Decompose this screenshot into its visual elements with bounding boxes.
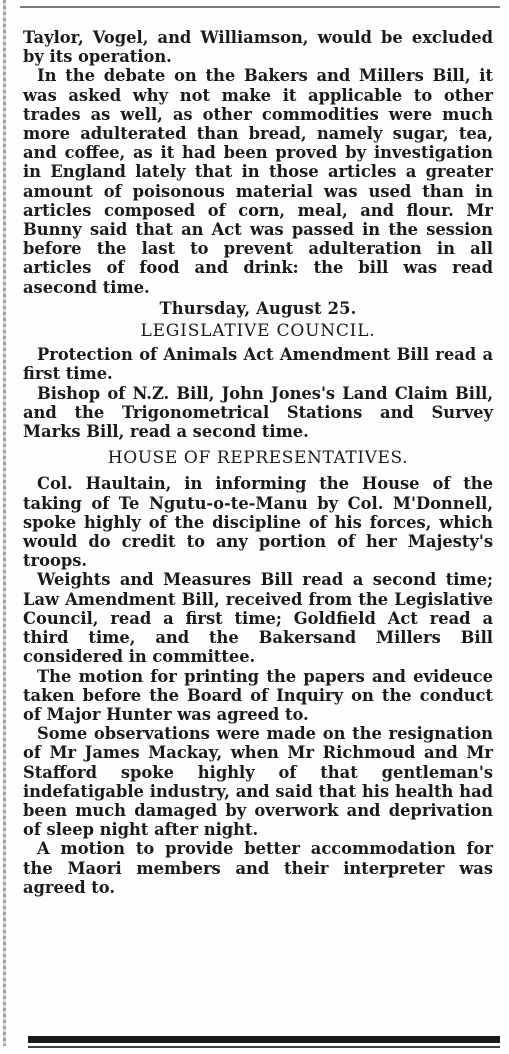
dateline: Thursday, August 25. (159, 298, 357, 318)
left-column-rule (3, 0, 6, 1046)
paragraph-printing-papers: The motion for printing the papers and evideuce taken before the Board of Inquiry on the conduct of Major Hunter was agreed to. (23, 666, 493, 724)
paragraph-bakers-millers-debate: In the debate on the Bakers and Millers Bill, it was asked why not make it applicable to other trades as well, as other commodities were much more adulterated than bread, namely sugar, tea, and coffee, as it had been proved by investigation in England lately that in those articles a greater amount of poisonous material was used than in articles composed of corn, meal, and flour. Mr Bunny said that an Act was passed in the session before the last to prevent adulteration in all articles of food and drink: the bill was read asecond time. (23, 66, 493, 297)
paragraph-maori-members: A motion to provide better accommodation for the Maori members and their interpreter was agreed to. (23, 839, 493, 897)
paragraph-second-readings: Bishop of N.Z. Bill, John Jones's Land Claim Bill, and the Trigonometrical Stations and Survey Marks Bill, read a second time. (23, 383, 493, 442)
bottom-rule-thin (28, 1046, 500, 1048)
section-heading-legislative-council: LEGISLATIVE COUNCIL. (140, 321, 376, 342)
paragraph-continued: Taylor, Vogel, and Williamson, would be excluded by its operation. (23, 28, 493, 67)
bottom-rule-thick (28, 1036, 500, 1043)
top-rule (20, 6, 500, 8)
paragraph-col-haultain: Col. Haultain, in informing the House of the taking of Te Ngutu-o-te-Manu by Col. M'Donnell, spoke highly of the discipline of his forces, which would do credit to any portion of her Majesty's troops. (23, 474, 493, 571)
paragraph-protection-of-animals: Protection of Animals Act Amendment Bill read a first time. (23, 345, 493, 384)
paragraph-weights-measures: Weights and Measures Bill read a second time; Law Amendment Bill, received from the Legislative Council, read a first time; Goldfield Act read a third time, and the Bakersand Millers Bill considered in committee. (23, 570, 493, 667)
paragraph-mackay-resignation: Some observations were made on the resignation of Mr James Mackay, when Mr Richmoud and Mr Stafford spoke highly of that gentleman's indefatigable industry, and said that his health had been much damaged by overwork and deprivation of sleep night after night. (23, 724, 493, 840)
section-heading-house-of-representatives: HOUSE OF REPRESENTATIVES. (107, 448, 409, 469)
article-column (23, 28, 493, 897)
